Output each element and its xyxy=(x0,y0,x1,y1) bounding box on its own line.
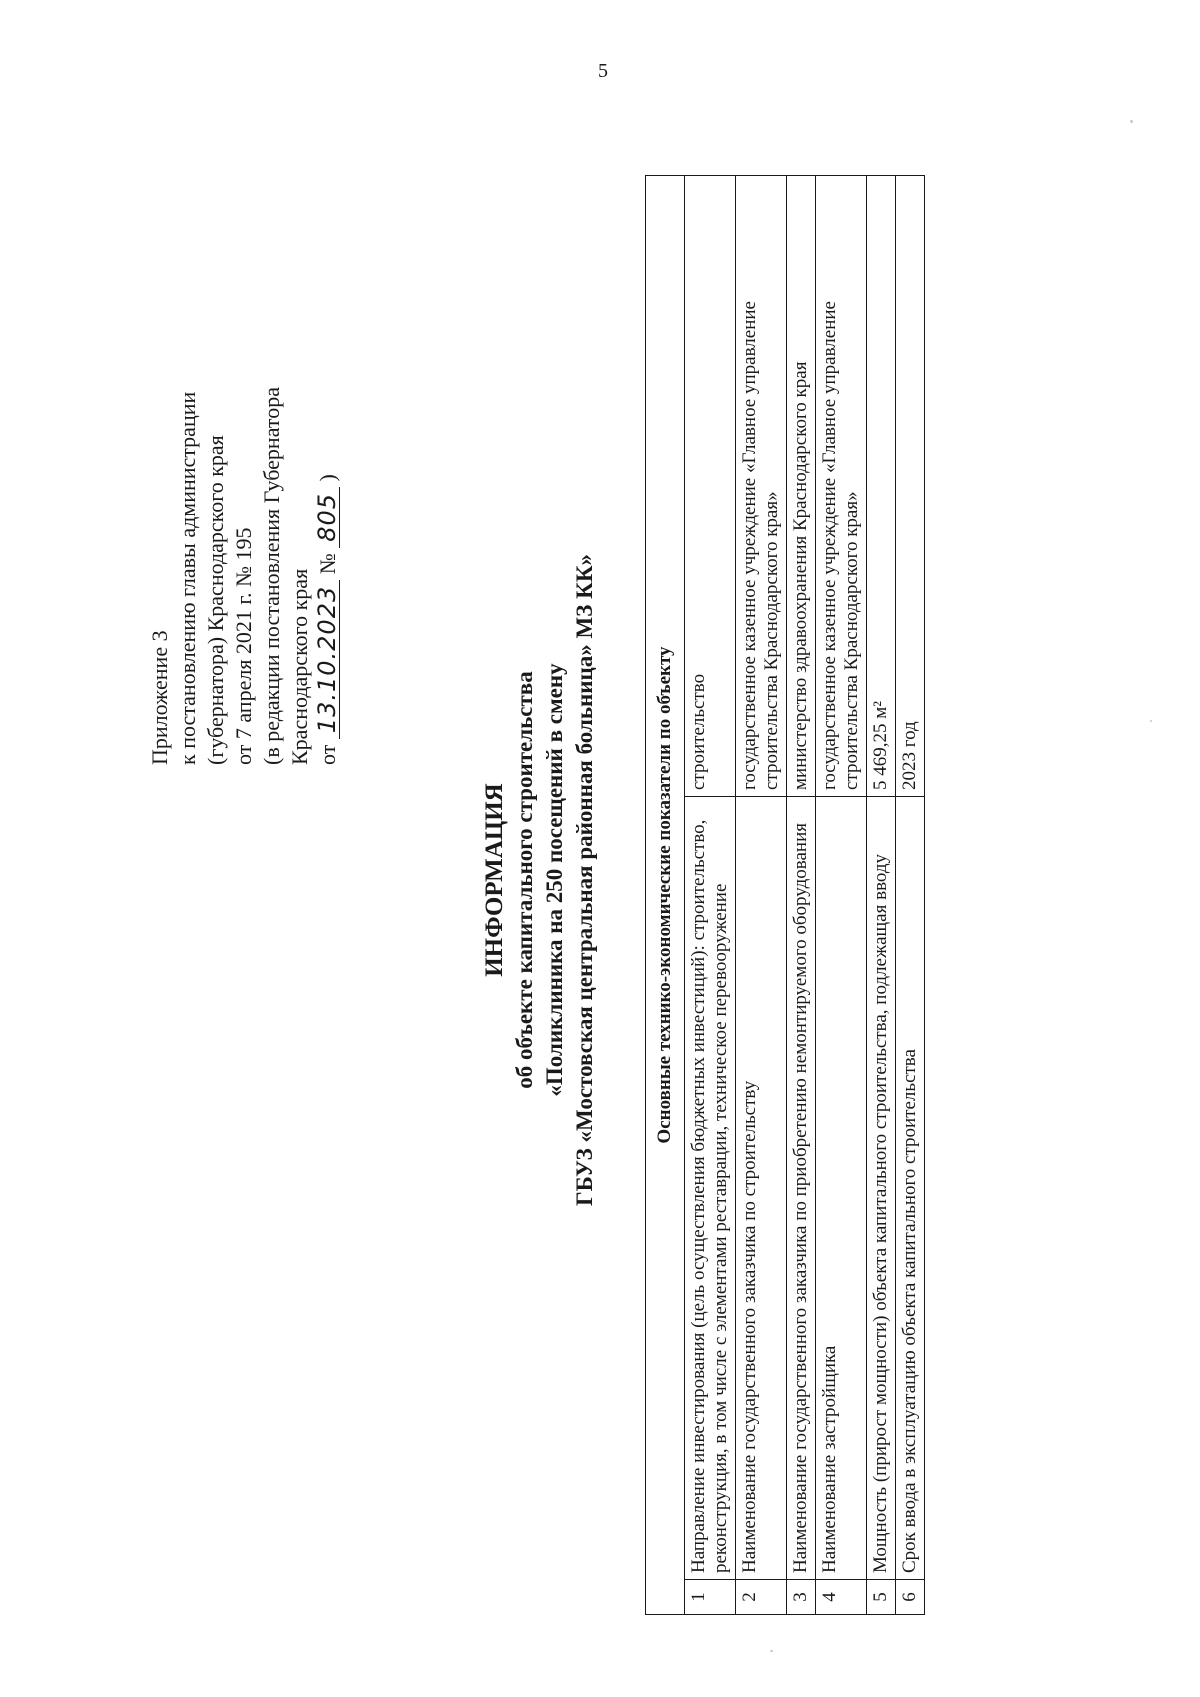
row-parameter: Срок ввода в эксплуатацию объекта капитального строительства xyxy=(896,797,925,1580)
annex-line: от 7 апреля 2021 г. № 195 xyxy=(231,527,256,765)
table-row xyxy=(896,176,925,1615)
table-row xyxy=(736,176,787,1615)
row-parameter: Мощность (прирост мощности) объекта капитального строительства, подлежащая вводу xyxy=(867,797,896,1580)
row-value: 2023 год xyxy=(896,176,925,797)
table-header-row xyxy=(646,176,685,1615)
heading-line: ГБУЗ «Мостовская центральная районная больница» МЗ КК» xyxy=(572,554,597,1206)
heading-line: «Поликлиника на 250 посещений в смену xyxy=(542,663,567,1097)
row-value: государственное казенное учреждение «Главное управление строительства Краснодарского края» xyxy=(816,176,867,797)
row-parameter: Направление инвестирования (цель осуществления бюджетных инвестиций): строительство, реконструкция, в том числе с элементами реставрации, техническое перевооружение xyxy=(685,797,736,1580)
row-value: строительство xyxy=(685,176,736,797)
row-parameter: Наименование застройщика xyxy=(816,797,867,1580)
handwritten-number: 805 xyxy=(315,487,340,548)
row-parameter: Наименование государственного заказчика по приобретению немонтируемого оборудования xyxy=(787,797,816,1580)
date-prefix: от xyxy=(315,744,340,765)
table-row xyxy=(787,176,816,1615)
document-content xyxy=(140,115,1110,1645)
annex-line: Приложение 3 xyxy=(147,630,172,765)
annex-line: Краснодарского края xyxy=(287,568,312,765)
row-number: 2 xyxy=(736,1580,787,1615)
row-parameter: Наименование государственного заказчика по строительству xyxy=(736,797,787,1580)
row-number: 1 xyxy=(685,1580,736,1615)
scan-artifact xyxy=(1150,720,1152,722)
row-value: государственное казенное учреждение «Главное управление строительства Краснодарского края» xyxy=(736,176,787,797)
page-number: 5 xyxy=(598,60,608,82)
indicators-table xyxy=(645,175,925,1615)
row-value: министерство здравоохранения Краснодарского края xyxy=(787,176,816,797)
row-number: 6 xyxy=(896,1580,925,1615)
handwritten-date: 13.10.2023 xyxy=(315,580,340,739)
row-number: 3 xyxy=(787,1580,816,1615)
document-heading xyxy=(480,115,600,1645)
closing-paren: ) xyxy=(315,474,340,482)
annex-block xyxy=(146,387,342,765)
number-prefix: № xyxy=(315,553,340,575)
table-header: Основные технико-экономические показатели по объекту xyxy=(646,176,685,1615)
document-title: ИНФОРМАЦИЯ xyxy=(481,783,508,977)
annex-date-line xyxy=(314,387,342,765)
table-row xyxy=(685,176,736,1615)
table-row xyxy=(816,176,867,1615)
scan-artifact xyxy=(770,1650,773,1652)
annex-line: (в редакции постановления Губернатора xyxy=(259,387,284,765)
annex-line: к постановлению главы администрации xyxy=(175,391,200,765)
row-value: 5 469,25 м² xyxy=(867,176,896,797)
heading-line: об объекте капитального строительства xyxy=(512,671,537,1089)
row-number: 5 xyxy=(867,1580,896,1615)
annex-line: (губернатора) Краснодарского края xyxy=(203,435,228,765)
row-number: 4 xyxy=(816,1580,867,1615)
scan-artifact xyxy=(1130,120,1133,123)
table-row xyxy=(867,176,896,1615)
